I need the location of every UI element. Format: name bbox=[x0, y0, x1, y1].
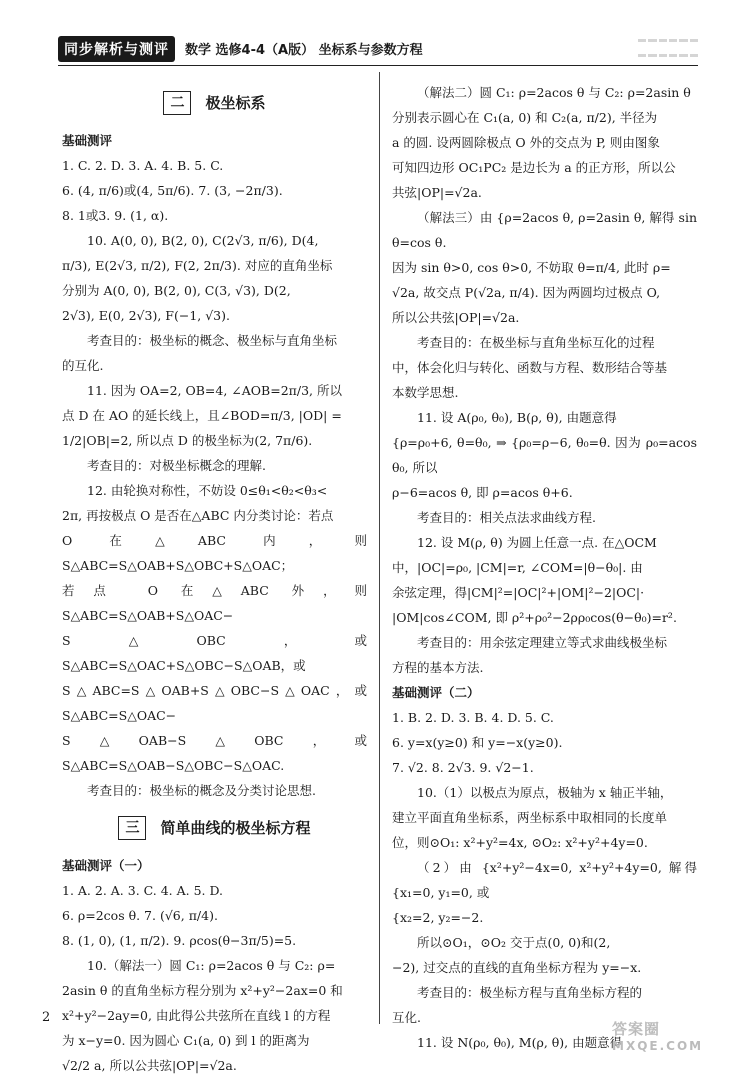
text-line: 考查目的：极坐标方程与直角坐标方程的 bbox=[417, 985, 643, 1000]
text-line: 2asin θ 的直角坐标方程分别为 x²+y²−2ax=0 和 bbox=[62, 983, 343, 998]
watermark-logo: 答案圈 bbox=[612, 1020, 661, 1038]
text-line: 位，则⊙O₁: x²+y²=4x, ⊙O₂: x²+y²+4y=0. bbox=[392, 835, 648, 850]
column-divider bbox=[379, 72, 380, 1024]
text-line: 2π, 再按极点 O 是否在△ABC 内分类讨论：若点 bbox=[62, 508, 334, 523]
section-title: 简单曲线的极坐标方程 bbox=[160, 818, 311, 837]
text-line: 余弦定理，得|CM|²=|OC|²+|OM|²−2|OC|· bbox=[392, 585, 645, 600]
section-number: 三 bbox=[118, 816, 146, 840]
text-line: 中，体会化归与转化、函数与方程、数形结合等基 bbox=[392, 360, 668, 375]
text-line: 1. A. 2. A. 3. C. 4. A. 5. D. bbox=[62, 883, 224, 898]
text-line: 6. (4, π/6)或(4, 5π/6). 7. (3, −2π/3). bbox=[62, 183, 283, 198]
text-line: 的互化. bbox=[62, 358, 104, 373]
text-line: 11. 设 N(ρ₀, θ₀), M(ρ, θ), 由题意得 bbox=[417, 1035, 623, 1050]
text-line: 1. B. 2. D. 3. B. 4. D. 5. C. bbox=[392, 710, 554, 725]
section-title: 极坐标系 bbox=[205, 93, 266, 112]
subsection-title: 基础测评（二） bbox=[392, 685, 480, 700]
text-line: （解法三）由 {ρ=2acos θ, ρ=2asin θ, 解得 sin θ=cos θ. bbox=[392, 210, 697, 250]
text-line: 为 x−y=0. 因为圆心 C₁(a, 0) 到 l 的距离为 bbox=[62, 1033, 310, 1048]
text-line: 12. 设 M(ρ, θ) 为圆上任意一点. 在△OCM bbox=[417, 535, 657, 550]
text-line: π/3), E(2√3, π/2), F(2, 2π/3). 对应的直角坐标 bbox=[62, 258, 333, 273]
text-line: 建立平面直角坐标系，两坐标系中取相同的长度单 bbox=[392, 810, 668, 825]
text-line: 考查目的：极坐标的概念及分类讨论思想. bbox=[87, 783, 316, 798]
text-line: x²+y²−2ay=0, 由此得公共弦所在直线 l 的方程 bbox=[62, 1008, 331, 1023]
text-line: 分别为 A(0, 0), B(2, 0), C(3, √3), D(2, bbox=[62, 283, 291, 298]
text-line: S△OBC，或 S△ABC=S△OAC+S△OBC−S△OAB，或 bbox=[62, 633, 367, 673]
text-line: 11. 因为 OA=2, OB=4, ∠AOB=2π/3, 所以 bbox=[87, 383, 342, 398]
text-line: O 在△ABC 内，则 S△ABC=S△OAB+S△OBC+S△OAC； bbox=[62, 533, 367, 573]
text-line: 点 D 在 AO 的延长线上，且∠BOD=π/3, |OD| = bbox=[62, 408, 342, 423]
text-line: 可知四边形 OC₁PC₂ 是边长为 a 的正方形，所以公 bbox=[392, 160, 676, 175]
text-line: 所以公共弦|OP|=√2a. bbox=[392, 310, 520, 325]
text-line: 互化. bbox=[392, 1010, 421, 1025]
text-line: 考查目的：在极坐标与直角坐标互化的过程 bbox=[417, 335, 655, 350]
text-line: √2/2 a, 所以公共弦|OP|=√2a. bbox=[62, 1058, 237, 1073]
text-line: 10.（解法一）圆 C₁: ρ=2acos θ 与 C₂: ρ= bbox=[87, 958, 336, 973]
text-line: 1/2|OB|=2, 所以点 D 的极坐标为(2, 7π/6). bbox=[62, 433, 313, 448]
text-line: {ρ=ρ₀+6, θ=θ₀, ⇒ {ρ₀=ρ−6, θ₀=θ. 因为 ρ₀=acos θ₀, 所以 bbox=[392, 435, 697, 475]
text-line: 本数学思想. bbox=[392, 385, 459, 400]
text-line: ρ−6=acos θ, 即 ρ=acos θ+6. bbox=[392, 485, 573, 500]
text-line: 1. C. 2. D. 3. A. 4. B. 5. C. bbox=[62, 158, 224, 173]
text-line: {x₂=2, y₂=−2. bbox=[392, 910, 484, 925]
text-line: 8. (1, 0), (1, π/2). 9. ρcos(θ−3π/5)=5. bbox=[62, 933, 297, 948]
text-line: （解法二）圆 C₁: ρ=2acos θ 与 C₂: ρ=2asin θ bbox=[417, 85, 691, 100]
book-tag: 同步解析与测评 bbox=[58, 36, 175, 62]
text-line: 所以⊙O₁，⊙O₂ 交于点(0, 0)和(2, bbox=[417, 935, 611, 950]
text-line: a 的圆. 设两圆除极点 O 外的交点为 P, 则由图象 bbox=[392, 135, 660, 150]
text-line: 考查目的：用余弦定理建立等式求曲线极坐标 bbox=[417, 635, 668, 650]
subsection-title: 基础测评 bbox=[62, 133, 113, 148]
text-line: 考查目的：对极坐标概念的理解. bbox=[87, 458, 266, 473]
page-header bbox=[58, 32, 698, 66]
header-decoration bbox=[638, 35, 698, 63]
section-heading bbox=[62, 809, 367, 847]
text-line: 6. ρ=2cos θ. 7. (√6, π/4). bbox=[62, 908, 218, 923]
text-line: 共弦|OP|=√2a. bbox=[392, 185, 482, 200]
page-number: 2 bbox=[42, 1010, 51, 1025]
watermark bbox=[612, 1018, 703, 1053]
section-heading bbox=[62, 84, 367, 122]
left-column bbox=[62, 78, 367, 1078]
section-number: 二 bbox=[163, 91, 191, 115]
text-line: 12. 由轮换对称性，不妨设 0≤θ₁<θ₂<θ₃< bbox=[87, 483, 328, 498]
text-line: 方程的基本方法. bbox=[392, 660, 484, 675]
text-line: −2), 过交点的直线的直角坐标方程为 y=−x. bbox=[392, 960, 642, 975]
right-column bbox=[392, 80, 697, 1055]
text-line: |OM|cos∠COM, 即 ρ²+ρ₀²−2ρρ₀cos(θ−θ₀)=r². bbox=[392, 610, 677, 625]
text-line: S△OAB−S△OBC，或 S△ABC=S△OAB−S△OBC−S△OAC. bbox=[62, 733, 367, 773]
text-line: （2）由 {x²+y²−4x=0, x²+y²+4y=0, 解得 {x₁=0, y₁=0, 或 bbox=[392, 860, 697, 900]
text-line: 2√3), E(0, 2√3), F(−1, √3). bbox=[62, 308, 230, 323]
text-line: √2a, 故交点 P(√2a, π/4). 因为两圆均过极点 O, bbox=[392, 285, 661, 300]
text-line: 11. 设 A(ρ₀, θ₀), B(ρ, θ), 由题意得 bbox=[417, 410, 617, 425]
text-line: 考查目的：相关点法求曲线方程. bbox=[417, 510, 596, 525]
text-line: S△ABC=S△OAB+S△OBC−S△OAC，或 S△ABC=S△OAC− bbox=[62, 683, 367, 723]
text-line: 7. √2. 8. 2√3. 9. √2−1. bbox=[392, 760, 534, 775]
watermark-url: MXQE.COM bbox=[612, 1039, 704, 1053]
header-title: 数学 选修4-4（A版） 坐标系与参数方程 bbox=[185, 43, 423, 58]
text-line: 分别表示圆心在 C₁(a, 0) 和 C₂(a, π/2), 半径为 bbox=[392, 110, 658, 125]
text-line: 10.（1）以极点为原点，极轴为 x 轴正半轴， bbox=[417, 785, 673, 800]
subsection-title: 基础测评（一） bbox=[62, 858, 150, 873]
text-line: 因为 sin θ>0, cos θ>0, 不妨取 θ=π/4, 此时 ρ= bbox=[392, 260, 671, 275]
text-line: 8. 1或3. 9. (1, α). bbox=[62, 208, 169, 223]
text-line: 6. y=x(y≥0) 和 y=−x(y≥0). bbox=[392, 735, 563, 750]
text-line: 10. A(0, 0), B(2, 0), C(2√3, π/6), D(4, bbox=[87, 233, 319, 248]
text-line: 考查目的：极坐标的概念、极坐标与直角坐标 bbox=[87, 333, 338, 348]
text-line: 若点 O 在△ABC 外，则 S△ABC=S△OAB+S△OAC− bbox=[62, 583, 367, 623]
text-line: 中，|OC|=ρ₀, |CM|=r, ∠COM=|θ−θ₀|. 由 bbox=[392, 560, 643, 575]
